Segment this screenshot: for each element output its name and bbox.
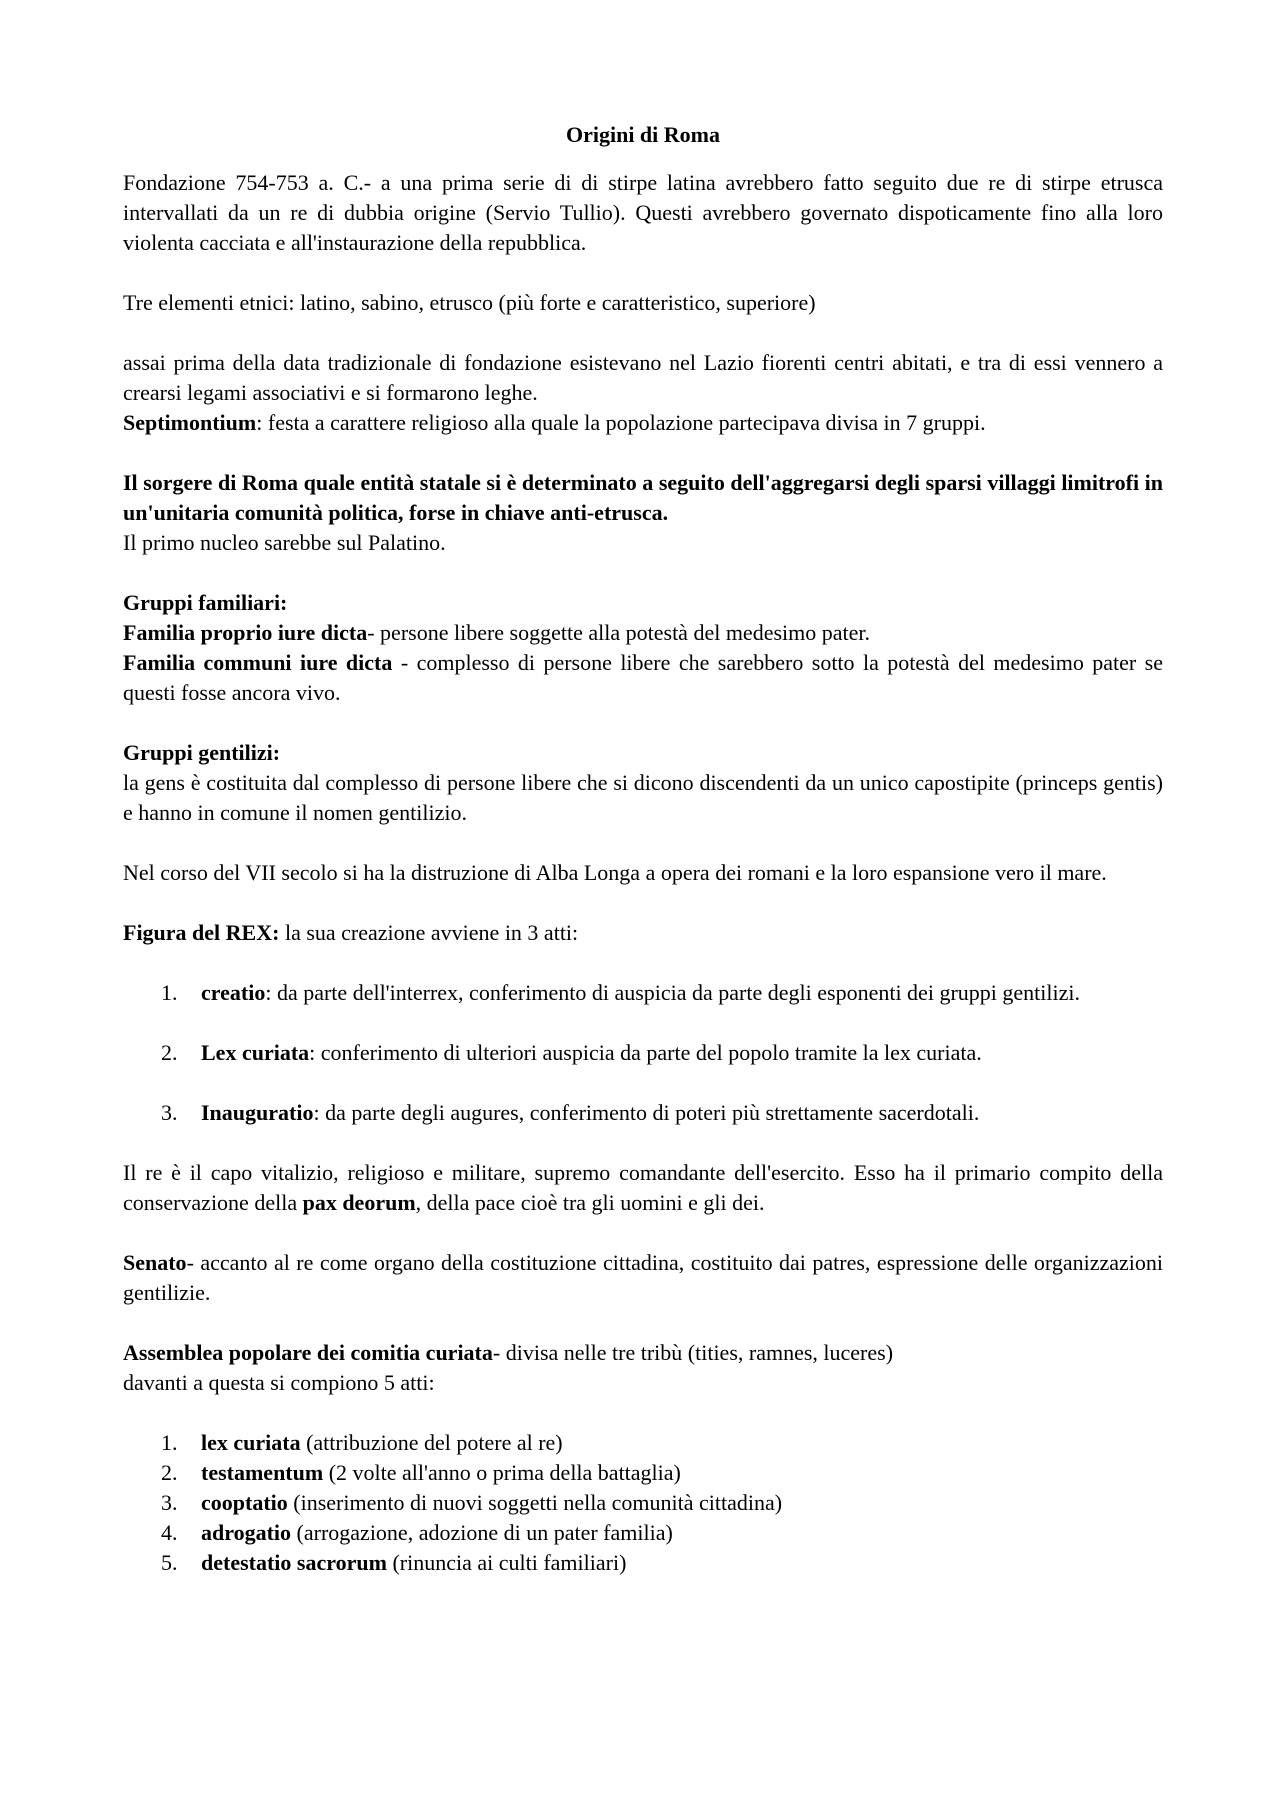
list-item: 4. adrogatio (arrogazione, adozione di un pater familia)	[161, 1520, 673, 1545]
paragraph-elementi-etnici: Tre elementi etnici: latino, sabino, etrusco (più forte e caratteristico, superiore)	[123, 290, 816, 315]
list-item: 2. testamentum (2 volte all'anno o prima della battaglia)	[161, 1460, 681, 1485]
document-page	[123, 120, 1163, 1578]
list-item: 3. Inauguratio: da parte degli augures, conferimento di poteri più strettamente sacerdotali.	[161, 1100, 980, 1125]
paragraph-palatino: Il primo nucleo sarebbe sul Palatino.	[123, 530, 446, 555]
definition-familia-proprio: Familia proprio iure dicta- persone libere soggette alla potestà del medesimo pater.	[123, 620, 871, 645]
definition-familia-communi: Familia communi iure dicta - complesso di persone libere che sarebbero sotto la potestà del medesimo pater se questi fosse ancora vivo.	[123, 650, 1163, 705]
paragraph-assemblea-atti: davanti a questa si compiono 5 atti:	[123, 1370, 435, 1395]
heading-gruppi-familiari: Gruppi familiari:	[123, 590, 288, 615]
list-item: 3. cooptatio (inserimento di nuovi soggetti nella comunità cittadina)	[161, 1490, 783, 1515]
paragraph-septimontium	[123, 408, 1163, 438]
list-item: 1. lex curiata (attribuzione del potere al re)	[161, 1430, 563, 1455]
paragraph-senato: Senato- accanto al re come organo della costituzione cittadina, costituito dai patres, espressione delle organizzazioni gentilizie.	[123, 1250, 1163, 1305]
term-septimontium: Septimontium	[123, 410, 257, 435]
term-pax-deorum: pax deorum	[302, 1190, 416, 1215]
list-item: 2. Lex curiata: conferimento di ulteriori auspicia da parte del popolo tramite la lex curiata.	[161, 1040, 982, 1065]
septimontium-text: : festa a carattere religioso alla quale la popolazione partecipava divisa in 7 gruppi.	[256, 410, 986, 435]
page-title: Origini di Roma	[565, 122, 720, 147]
list-item: 1. creatio: da parte dell'interrex, conferimento di auspicia da parte degli esponenti dei gruppi gentilizi.	[161, 980, 1080, 1005]
paragraph-assemblea: Assemblea popolare dei comitia curiata- divisa nelle tre tribù (tities, ramnes, luceres)	[123, 1340, 894, 1365]
paragraph-alba-longa: Nel corso del VII secolo si ha la distruzione di Alba Longa a opera dei romani e la loro espansione vero il mare.	[123, 860, 1107, 885]
list-item: 5. detestatio sacrorum (rinuncia ai culti familiari)	[161, 1550, 627, 1575]
paragraph-fondazione: Fondazione 754-753 a. C.- a una prima serie di di stirpe latina avrebbero fatto seguito due re di stirpe etrusca intervallati da un re di dubbia origine (Servio Tullio). Questi avrebbero governato dispoticamente fino alla loro violenta cacciata e all'instaurazione della repubblica.	[123, 170, 1163, 255]
paragraph-re-capo: Il re è il capo vitalizio, religioso e militare, supremo comandante dell'esercito. Esso ha il primario compito della conservazione della pax deorum, della pace cioè tra gli uomini e gli dei.	[123, 1160, 1163, 1215]
paragraph-figura-rex: Figura del REX: la sua creazione avviene in 3 atti:	[123, 920, 579, 945]
paragraph-gens: la gens è costituita dal complesso di persone libere che si dicono discendenti da un unico capostipite (princeps gentis) e hanno in comune il nomen gentilizio.	[123, 770, 1163, 825]
rex-atti-list	[123, 978, 1163, 1128]
paragraph-centri-abitati: assai prima della data tradizionale di fondazione esistevano nel Lazio fiorenti centri abitati, e tra di essi vennero a crearsi legami associativi e si formarono leghe.	[123, 350, 1163, 405]
assemblea-atti-list	[123, 1428, 1163, 1578]
heading-gruppi-gentilizi: Gruppi gentilizi:	[123, 740, 281, 765]
paragraph-sorgere-roma: Il sorgere di Roma quale entità statale si è determinato a seguito dell'aggregarsi degli sparsi villaggi limitrofi in un'unitaria comunità politica, forse in chiave anti-etrusca.	[123, 470, 1163, 525]
